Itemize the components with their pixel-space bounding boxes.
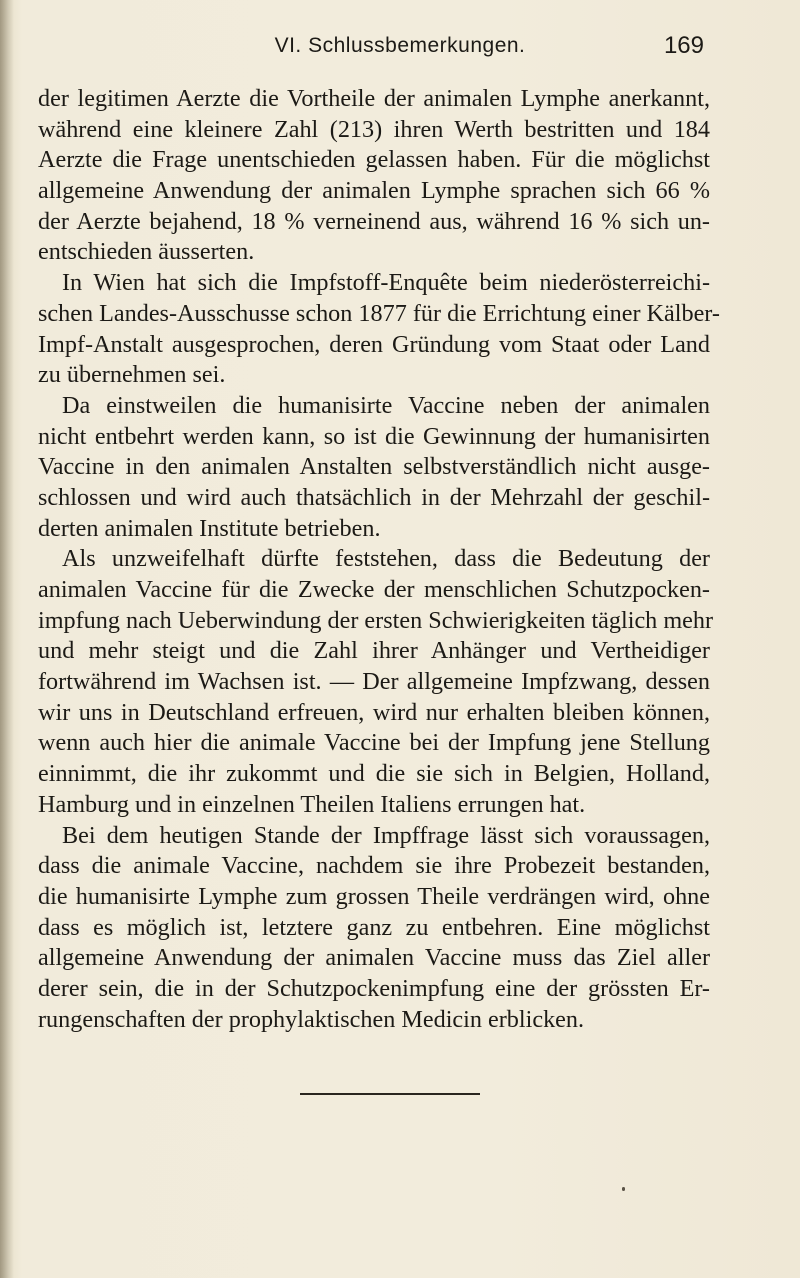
body-text [38,84,720,1035]
text-line: In Wien hat sich die Impfstoff-Enquête beim niederösterreichi- [62,269,710,297]
text-line: nicht entbehrt werden kann, so ist die Gewinnung der humanisirten [38,422,710,450]
text-line: Aerzte die Frage unentschieden gelassen haben. Für die möglichst [38,146,710,174]
text-line: allgemeine Anwendung der animalen Lymphe sprachen sich 66 % [38,177,710,205]
text-line: entschieden äusserten. [38,238,255,266]
text-line: schlossen und wird auch thatsächlich in der Mehrzahl der geschil- [38,483,710,511]
text-line: Hamburg und in einzelnen Theilen Italiens errungen hat. [38,790,586,818]
ink-speck [622,1187,625,1191]
text-line: dass es möglich ist, letztere ganz zu entbehren. Eine möglichst [38,913,710,941]
text-line: während eine kleinere Zahl (213) ihren Werth bestritten und 184 [38,115,710,143]
text-line: Als unzweifelhaft dürfte feststehen, dass die Bedeutung der [62,545,710,573]
page-number: 169 [663,32,704,59]
text-line: schen Landes-Ausschusse schon 1877 für die Errichtung einer Kälber- [38,299,720,327]
text-line: der Aerzte bejahend, 18 % verneinend aus, während 16 % sich un- [38,207,710,235]
text-line: wir uns in Deutschland erfreuen, wird nur erhalten bleiben können, [38,698,710,726]
footer-rule [300,1093,480,1095]
text-line: allgemeine Anwendung der animalen Vaccine muss das Ziel aller [38,944,710,972]
running-head [0,34,800,64]
chapter-heading: VI. Schlussbemerkungen. [274,34,526,57]
text-line: impfung nach Ueberwindung der ersten Schwierigkeiten täglich mehr [38,606,714,634]
text-line: derer sein, die in der Schutzpockenimpfung eine der grössten Er- [38,974,710,1002]
text-line: der legitimen Aerzte die Vortheile der animalen Lymphe anerkannt, [38,85,710,112]
text-line: animalen Vaccine für die Zwecke der menschlichen Schutzpocken- [38,576,710,603]
text-line: dass die animale Vaccine, nachdem sie ihre Probezeit bestanden, [38,852,710,880]
text-line: Da einstweilen die humanisirte Vaccine neben der animalen [62,391,710,419]
text-line: und mehr steigt und die Zahl ihrer Anhänger und Vertheidiger [38,637,710,665]
text-line: wenn auch hier die animale Vaccine bei der Impfung jene Stellung [38,729,710,757]
text-line: Bei dem heutigen Stande der Impffrage lässt sich voraussagen, [62,821,710,849]
text-line: Impf-Anstalt ausgesprochen, deren Gründung vom Staat oder Land [38,330,710,358]
text-line: rungenschaften der prophylaktischen Medicin erblicken. [38,1005,585,1033]
text-line: einnimmt, die ihr zukommt und die sie sich in Belgien, Holland, [38,760,710,788]
spine-shadow [0,0,14,1278]
text-line: fortwährend im Wachsen ist. — Der allgemeine Impfzwang, dessen [38,668,710,696]
text-line: die humanisirte Lymphe zum grossen Theile verdrängen wird, ohne [38,882,710,910]
text-line: zu übernehmen sei. [38,361,226,389]
text-line: Vaccine in den animalen Anstalten selbstverständlich nicht ausge- [38,453,710,481]
text-line: derten animalen Institute betrieben. [38,514,381,542]
